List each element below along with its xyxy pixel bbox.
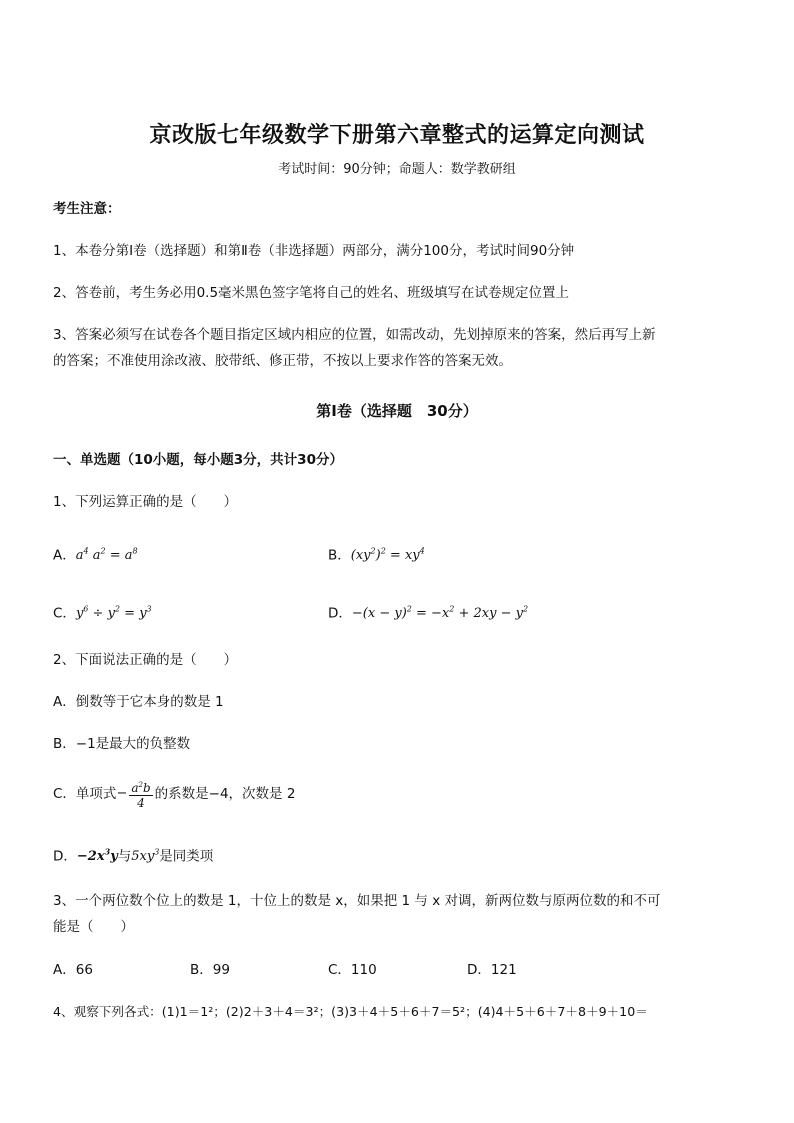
question-1-option-d <box>328 600 528 624</box>
option-label: D． <box>328 605 352 622</box>
formula: $a^4$ $a^2 = a^8$ <box>75 547 138 564</box>
question-3-stem: 3、一个两位数个位上的数是 1，十位上的数是 x，如果把 1 与 x 对调，新两位数与原两位数的和不可 <box>53 893 661 909</box>
question-2-option-b: B．−1是最大的负整数 <box>53 736 191 752</box>
notice-item-3: 3、答案必须写在试卷各个题目指定区域内相应的位置，如需改动，先划掉原来的答案，然后再写上新 <box>53 327 656 343</box>
question-1-option-c <box>53 600 152 624</box>
question-2-option-a: A．倒数等于它本身的数是 1 <box>53 694 224 710</box>
question-4-stem: 4、观察下列各式：(1)1＝1²；(2)2＋3＋4＝3²；(3)3＋4＋5＋6＋7＝5²；(4)4＋5＋6＋7＋8＋9＋10＝ <box>53 1004 648 1019</box>
option-label: C． <box>53 605 76 622</box>
term-1: $-2x^3y$ <box>76 847 118 865</box>
option-label: A． <box>53 547 76 564</box>
term-2: $5xy^3$ <box>131 848 160 865</box>
question-2-stem: 2、下面说法正确的是（ ） <box>53 652 238 668</box>
formula: $y^6 \div y^2 = y^3$ <box>75 605 152 622</box>
part-heading: 一、单选题（10小题，每小题3分，共计30分） <box>53 452 343 468</box>
question-3-option-a: A．66 <box>53 962 93 978</box>
page-title: 京改版七年级数学下册第六章整式的运算定向测试 <box>149 122 645 148</box>
option-label: B． <box>328 547 351 564</box>
fraction: $\frac{a^2b}{4}$ <box>129 778 152 810</box>
question-3-option-d: D．121 <box>467 962 517 978</box>
section-title: 第Ⅰ卷（选择题 30分） <box>316 402 478 420</box>
formula: $(xy^2)^2 = xy^4$ <box>350 547 425 564</box>
notice-item-3-cont: 的答案；不准使用涂改液、胶带纸、修正带，不按以上要求作答的答案无效。 <box>53 353 512 369</box>
question-1-option-a <box>53 542 138 566</box>
question-1-stem: 1、下列运算正确的是（ ） <box>53 494 238 510</box>
exam-info: 考试时间：90分钟；命题人：数学教研组 <box>278 162 516 177</box>
notice-heading: 考生注意： <box>53 201 121 217</box>
notice-item-2: 2、答卷前，考生务必用0.5毫米黑色签字笔将自己的姓名、班级填写在试卷规定位置上 <box>53 285 570 301</box>
question-2-option-d: D．$-2x^3y$与$5xy^3$是同类项 <box>53 847 214 865</box>
formula: $-(x - y)^2 = -x^2 + 2xy - y^2$ <box>351 605 529 622</box>
question-3-stem-cont: 能是（ ） <box>53 919 134 935</box>
question-1-option-b <box>328 542 425 566</box>
question-3-option-b: B．99 <box>190 962 230 978</box>
question-2-option-c: C．单项式 − $\frac{a^2b}{4}$ 的系数是−4，次数是 2 <box>53 776 295 812</box>
notice-item-1: 1、本卷分第Ⅰ卷（选择题）和第Ⅱ卷（非选择题）两部分，满分100分，考试时间90分钟 <box>53 243 575 259</box>
question-3-option-c: C．110 <box>328 962 377 978</box>
